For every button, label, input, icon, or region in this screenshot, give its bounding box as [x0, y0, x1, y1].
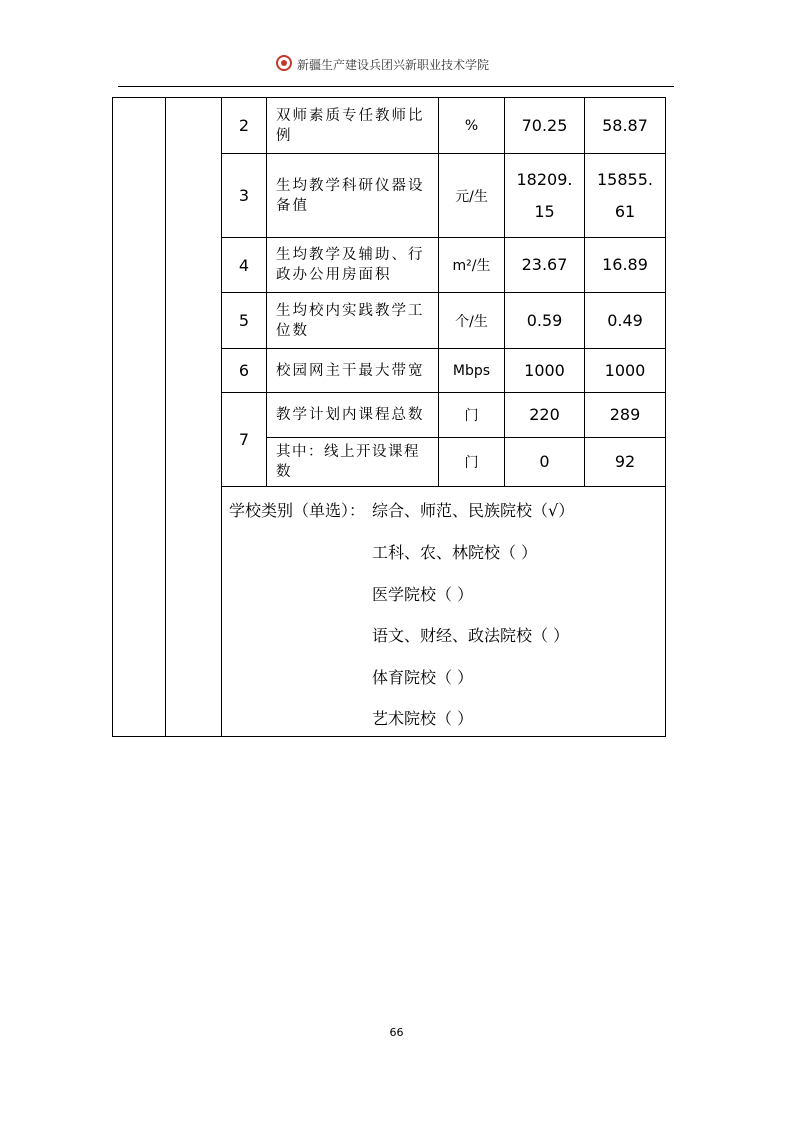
row-value-2: 16.89: [602, 255, 648, 274]
table-border-left: [112, 97, 113, 737]
row-unit: 门: [464, 408, 479, 424]
row-number: 7: [238, 430, 250, 449]
school-type-option: 语文、财经、政法院校（ ）: [372, 626, 570, 645]
row-value-2: 1000: [604, 360, 646, 380]
row-item: 生均教学科研仪器设备值: [276, 177, 425, 214]
header-title: 新疆生产建设兵团兴新职业技术学院: [297, 58, 490, 72]
row-unit: m²/生: [452, 258, 491, 274]
row-value-1: 0: [539, 452, 550, 471]
table-col-line: [165, 97, 166, 737]
table-row-line: [221, 486, 666, 487]
header-rule: [118, 86, 674, 87]
row-number: 6: [238, 361, 250, 380]
row-value-2: 15855.61: [597, 169, 653, 221]
row-value-2: 92: [614, 452, 636, 471]
table-border-bottom: [112, 736, 666, 737]
school-type-label: 学校类别（单选）：: [229, 501, 366, 520]
row-item: 生均校内实践教学工位数: [276, 302, 425, 339]
college-logo-icon: [276, 55, 292, 71]
table-border-right: [665, 97, 666, 737]
row-value-1: 1000: [524, 360, 565, 380]
row-value-1: 18209.15: [516, 169, 573, 221]
row-item: 教学计划内课程总数: [276, 407, 425, 423]
row-value-2: 58.87: [602, 115, 648, 135]
row-item: 其中：线上开设课程数: [276, 444, 420, 480]
school-type-option: 医学院校（ ）: [372, 585, 474, 604]
row-unit: %: [464, 117, 479, 134]
row-item: 校园网主干最大带宽: [276, 362, 425, 379]
row-value-1: 0.59: [526, 310, 563, 330]
row-value-1: 70.25: [521, 115, 568, 135]
row-unit: 个/生: [455, 313, 488, 330]
row-value-1: 23.67: [521, 255, 568, 274]
row-unit: 门: [464, 455, 479, 471]
page-number: 66: [389, 1026, 404, 1039]
school-type-option: 体育院校（ ）: [372, 668, 474, 687]
row-value-2: 0.49: [607, 310, 643, 330]
school-type-option: 工科、农、林院校（ ）: [372, 543, 538, 562]
row-item: 双师素质专任教师比例: [276, 107, 425, 144]
row-unit: Mbps: [452, 362, 491, 379]
row-value-2: 289: [609, 405, 641, 424]
row-value-1: 220: [529, 405, 560, 424]
school-type-option: 综合、师范、民族院校（√）: [372, 501, 575, 520]
row-number: 4: [238, 255, 250, 275]
school-type-option: 艺术院校（ ）: [372, 709, 474, 728]
row-number: 2: [238, 116, 250, 135]
row-item: 生均教学及辅助、行政办公用房面积: [276, 247, 425, 283]
row-number: 5: [238, 311, 250, 330]
row-unit: 元/生: [455, 188, 488, 205]
row-number: 3: [238, 186, 250, 205]
page-header: [0, 52, 793, 78]
